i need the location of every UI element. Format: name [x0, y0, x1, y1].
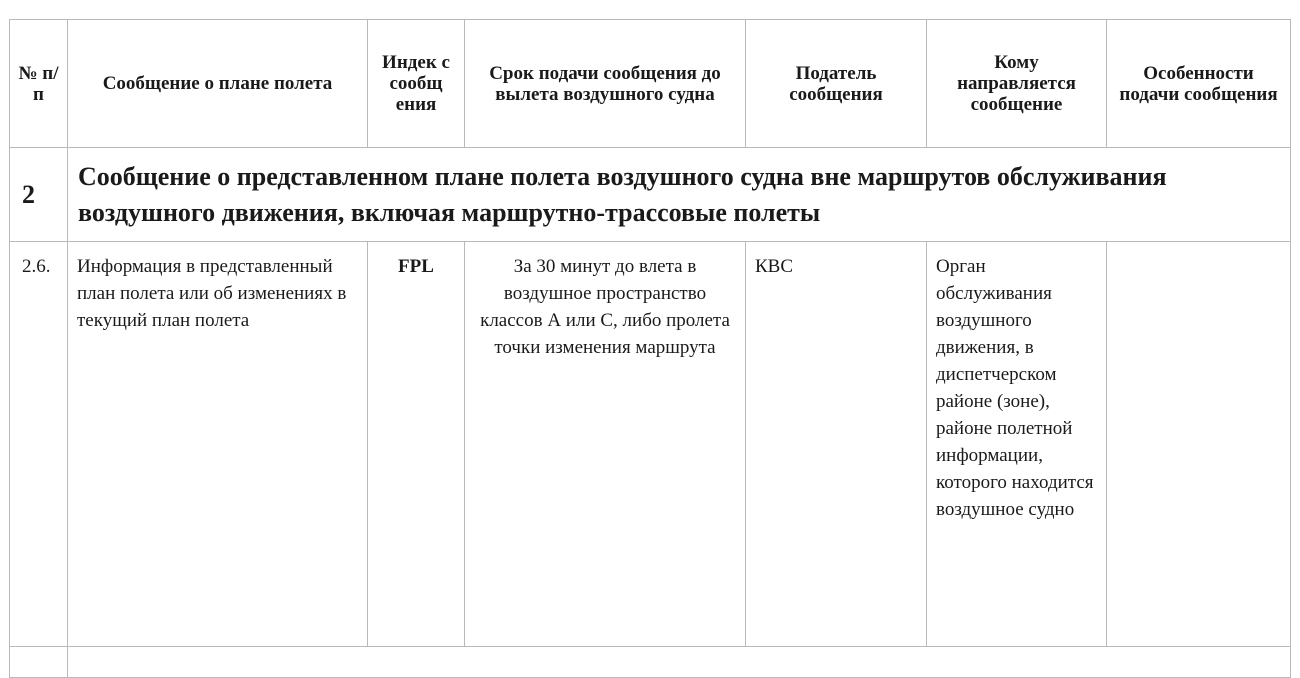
table-row — [10, 242, 1291, 647]
header-sender: Податель сообщения — [746, 20, 927, 148]
header-index: Индек с сообщ ения — [368, 20, 465, 148]
table-row-next — [10, 647, 1291, 678]
row-number: 2.6. — [10, 242, 68, 647]
header-features: Особенности подачи сообщения — [1107, 20, 1291, 148]
header-deadline: Срок подачи сообщения до вылета воздушного судна — [465, 20, 746, 148]
section-row — [10, 148, 1291, 242]
row-recipient: Орган обслуживания воздушного движения, в диспетчерском районе (зоне), районе полетной информации, которого находится воздушное судно — [927, 242, 1107, 647]
row-deadline: За 30 минут до влета в воздушное пространство классов А или С, либо пролета точки изменения маршрута — [465, 242, 746, 647]
table-header-row — [10, 20, 1291, 148]
row-features — [1107, 242, 1291, 647]
header-recipient: Кому направляется сообщение — [927, 20, 1107, 148]
section-number: 2 — [10, 148, 68, 242]
header-number: № п/ п — [10, 20, 68, 148]
next-row-cell — [68, 647, 1291, 678]
row-message: Информация в представленный план полета или об изменениях в текущий план полета — [68, 242, 368, 647]
row-index: FPL — [368, 242, 465, 647]
flight-plan-table — [9, 19, 1291, 678]
next-row-cell — [10, 647, 68, 678]
row-sender: КВС — [746, 242, 927, 647]
header-message: Сообщение о плане полета — [68, 20, 368, 148]
section-title: Сообщение о представленном плане полета воздушного судна вне маршрутов обслуживания воздушного движения, включая маршрутно-трассовые полеты — [68, 148, 1291, 242]
